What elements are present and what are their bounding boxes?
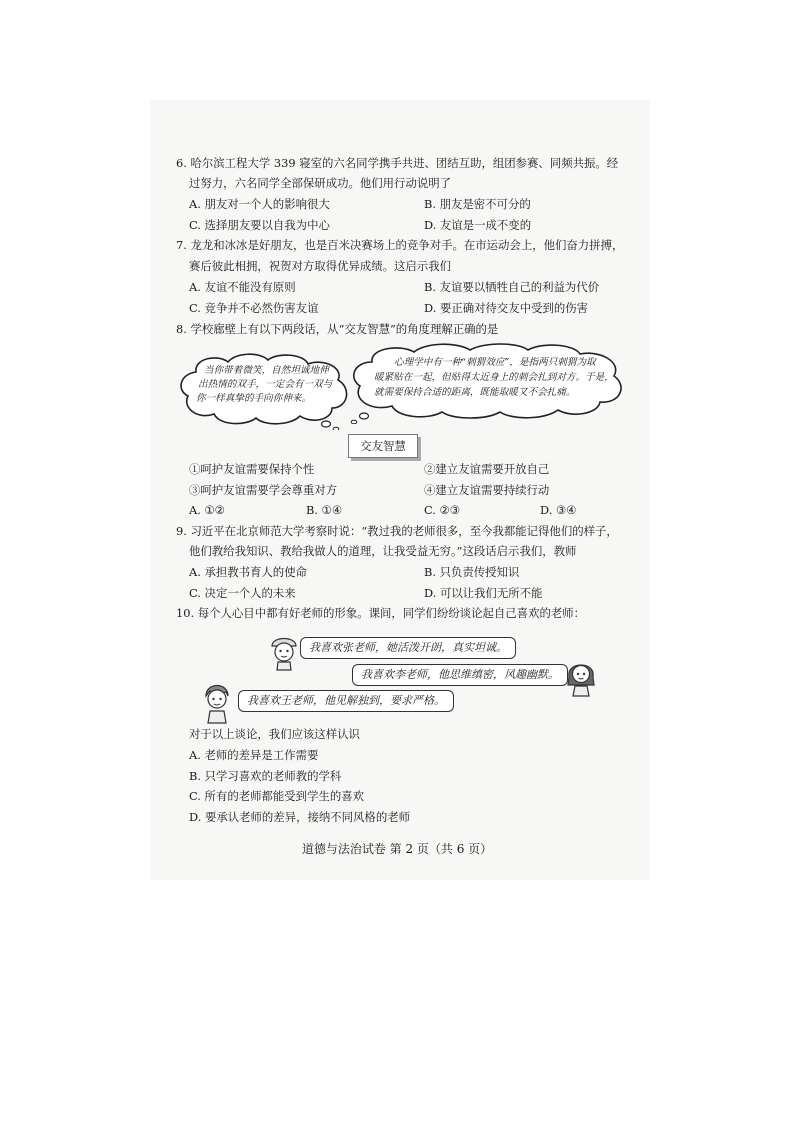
q8-option-b: B. ①④ <box>306 503 343 517</box>
q10-prompt: 对于以上谈论，我们应该这样认识 <box>189 727 360 741</box>
q10-option-c: C. 所有的老师都能受到学生的喜欢 <box>189 789 365 803</box>
q9-option-d: D. 可以让我们无所不能 <box>424 586 543 600</box>
q6-stem-line1: 6. 哈尔滨工程大学 339 寝室的六名同学携手共进、团结互助，组团参赛、同频共振。经 <box>176 156 619 170</box>
q6-option-c: C. 选择朋友要以自我为中心 <box>189 218 330 232</box>
cloud-left <box>176 350 356 430</box>
cloud-right-line3: 就需要保持合适的距离，既能取暖又不会扎痛。 <box>374 387 576 398</box>
cloud-left-line1: 当你带着微笑，自然坦诚地伸 <box>204 365 329 376</box>
cloud-right-line1: 心理学中有一种“刺猬效应”，是指两只刺猬为取 <box>394 357 596 368</box>
q8-statement-2: ②建立友谊需要开放自己 <box>424 462 550 476</box>
cloud-right-line2: 暖紧贴在一起，但贴得太近身上的刺会扎到对方。于是， <box>374 372 614 383</box>
q9-option-b: B. 只负责传授知识 <box>424 565 520 579</box>
q7-option-c: C. 竞争并不必然伤害友谊 <box>189 301 319 315</box>
speech-bubble-li: 我喜欢李老师，他思维缜密，风趣幽默。 <box>352 664 568 686</box>
speech-bubble-zhang: 我喜欢张老师，她活泼开朗，真实坦诚。 <box>300 637 516 659</box>
q6-option-b: B. 朋友是密不可分的 <box>424 197 531 211</box>
q10-option-a: A. 老师的差异是工作需要 <box>189 748 319 762</box>
q6-option-d: D. 友谊是一成不变的 <box>424 218 532 232</box>
q6-stem-line2: 过努力，六名同学全部保研成功。他们用行动说明了 <box>189 176 451 190</box>
q8-statement-3: ③呵护友谊需要学会尊重对方 <box>189 483 338 497</box>
speech-bubble-wang: 我喜欢王老师，他见解独到，要求严格。 <box>238 690 454 712</box>
q9-option-c: C. 决定一个人的未来 <box>189 586 296 600</box>
q7-stem-line1: 7. 龙龙和冰冰是好朋友，也是百米决赛场上的竞争对手。在市运动会上，他们奋力拼搏， <box>176 238 624 252</box>
friendship-wisdom-plaque: 交友智慧 <box>348 434 418 458</box>
student-boy-cap-icon <box>268 632 300 672</box>
q9-option-a: A. 承担教书育人的使命 <box>189 565 307 579</box>
q10-stem: 10. 每个人心目中都有好老师的形象。课间，同学们纷纷谈论起自己喜欢的老师： <box>176 606 586 620</box>
q6-option-a: A. 朋友对一个人的影响很大 <box>189 197 330 211</box>
q7-option-a: A. 友谊不能没有原则 <box>189 280 296 294</box>
cloud-left-line3: 你一样真挚的手向你伸来。 <box>196 393 312 404</box>
student-girl-icon <box>564 655 598 697</box>
student-boy-icon <box>200 680 234 724</box>
q9-stem-line2: 他们教给我知识、教给我做人的道理，让我受益无穷。”这段话启示我们，教师 <box>189 544 577 558</box>
q10-option-b: B. 只学习喜欢的老师教的学科 <box>189 769 342 783</box>
page-footer: 道德与法治试卷 第 2 页（共 6 页） <box>301 842 493 856</box>
q7-stem-line2: 赛后彼此相拥，祝贺对方取得优异成绩。这启示我们 <box>189 259 451 273</box>
q8-stem: 8. 学校廊壁上有以下两段话，从“交友智慧”的角度理解正确的是 <box>176 322 499 336</box>
q8-statement-1: ①呵护友谊需要保持个性 <box>189 462 315 476</box>
q8-option-a: A. ①② <box>189 503 225 517</box>
q8-statement-4: ④建立友谊需要持续行动 <box>424 483 550 497</box>
cloud-right <box>348 342 628 424</box>
q7-option-d: D. 要正确对待交友中受到的伤害 <box>424 301 589 315</box>
q8-option-d: D. ③④ <box>540 503 577 517</box>
q7-option-b: B. 友谊要以牺牲自己的利益为代价 <box>424 280 600 294</box>
cloud-left-line2: 出热情的双手，一定会有一双与 <box>198 379 333 390</box>
q10-option-d: D. 要承认老师的差异，接纳不同风格的老师 <box>189 810 411 824</box>
q9-stem-line1: 9. 习近平在北京师范大学考察时说：“教过我的老师很多，至今我都能记得他们的样子， <box>176 524 618 538</box>
q8-option-c: C. ②③ <box>424 503 460 517</box>
